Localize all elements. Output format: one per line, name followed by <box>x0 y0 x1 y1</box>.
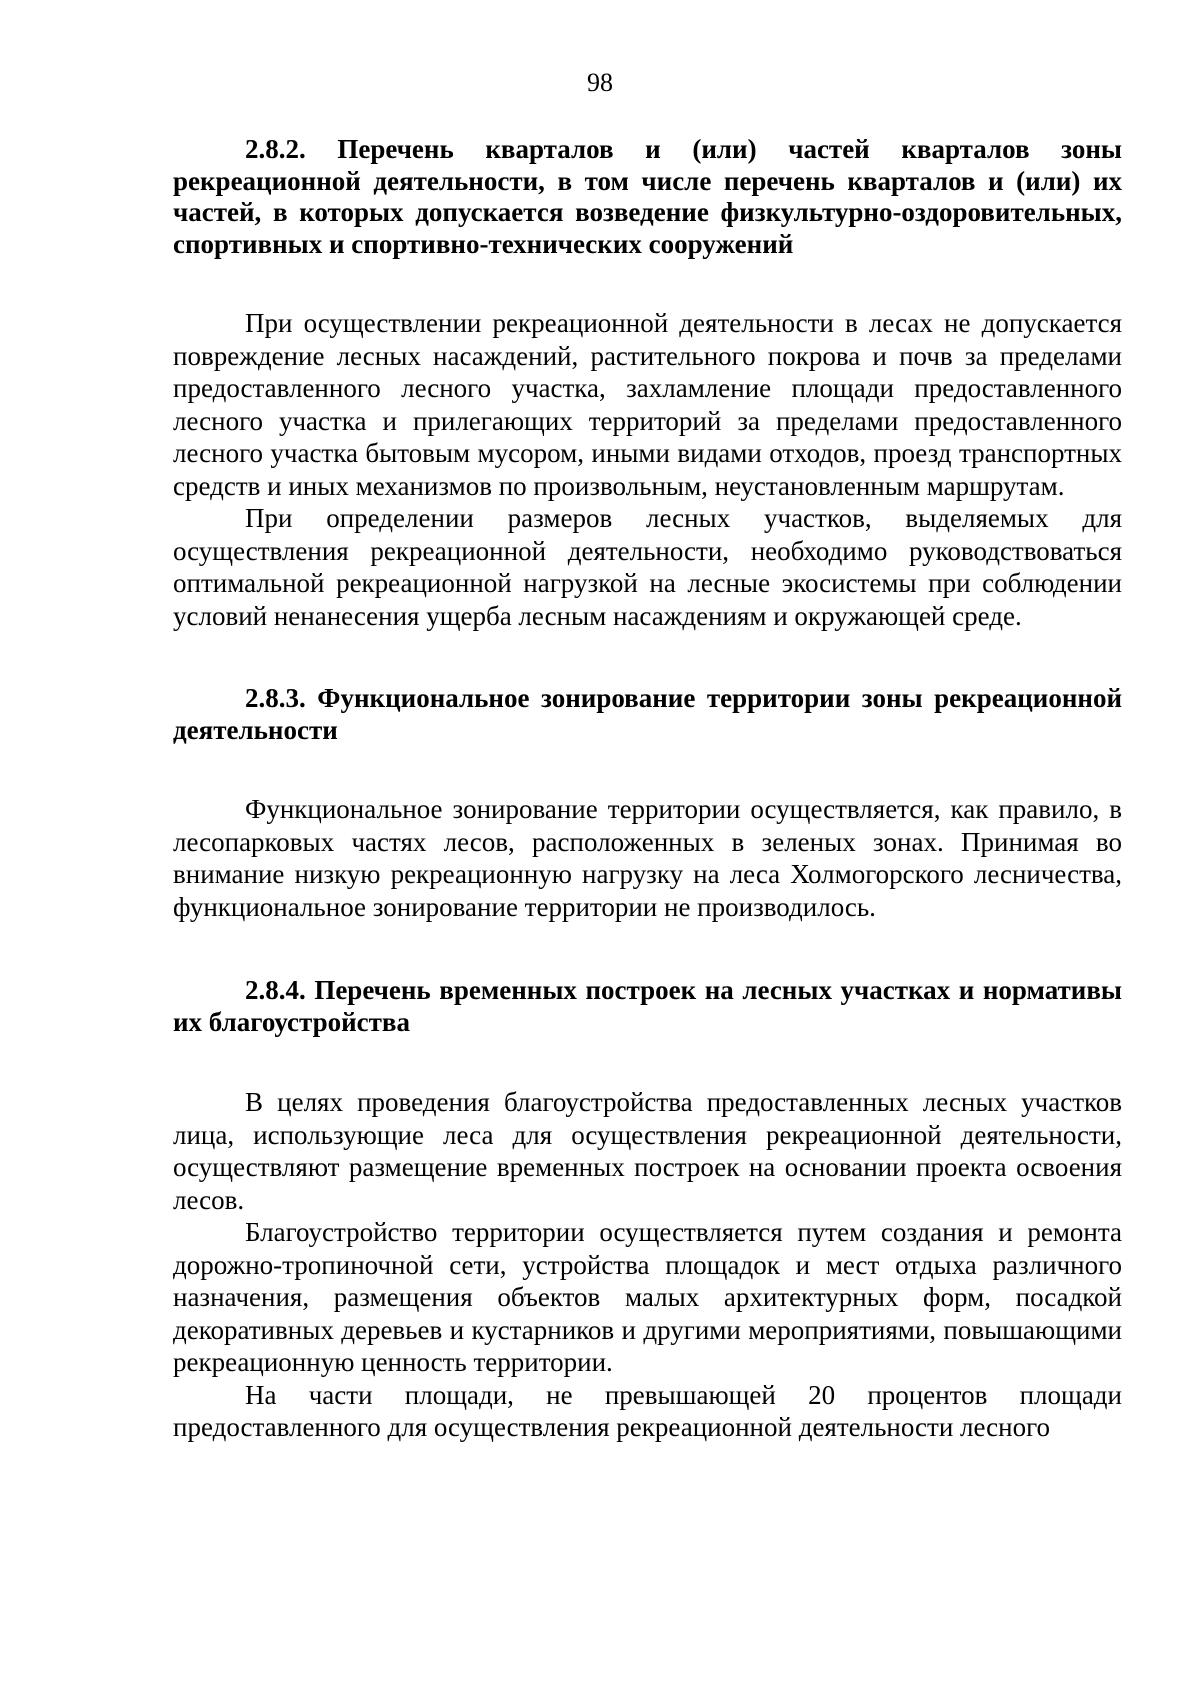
section-2-8-4 <box>173 975 1122 1444</box>
paragraph: Благоустройство территории осуществляется путем создания и ремонта дорожно-тропиночной сети, устройства площадок и мест отдыха различного назначения, размещения объектов малых архитектурных форм, посадкой декоративных деревьев и кустарников и другими мероприятиями, повышающими рекреационную ценность территории. <box>173 1217 1122 1377</box>
paragraph: При определении размеров лесных участков, выделяемых для осуществления рекреационной деятельности, необходимо руководствоваться оптимальной рекреационной нагрузкой на лесные экосистемы при соблюдении условий ненанесения ущерба лесным насаждениям и окружающей среде. <box>173 503 1122 631</box>
section-heading: 2.8.2. Перечень кварталов и (или) частей кварталов зоны рекреационной деятельности, в том числе перечень кварталов и (или) их частей, в которых допускается возведение физкультурно-оздоровительных, спортивных и спортивно-технических сооружений <box>173 134 1122 259</box>
section-heading: 2.8.4. Перечень временных построек на лесных участках и нормативы их благоустройства <box>173 975 1122 1037</box>
paragraph: На части площади, не превышающей 20 процентов площади предоставленного для осуществления рекреационной деятельности лесного <box>173 1379 1122 1442</box>
section-2-8-2 <box>173 134 1122 632</box>
section-heading: 2.8.3. Функциональное зонирование территории зоны рекреационной деятельности <box>173 683 1122 745</box>
page-number: 98 <box>587 68 613 97</box>
paragraph: При осуществлении рекреационной деятельности в лесах не допускается повреждение лесных насаждений, растительного покрова и почв за пределами предоставленного лесного участка, захламление площади предоставленного лесного участка и прилегающих территорий за пределами предоставленного лесного участка бытовым мусором, иными видами отходов, проезд транспортных средств и иных механизмов по произвольным, неустановленным маршрутам. <box>173 308 1122 501</box>
document-body <box>173 134 1122 1444</box>
paragraph: В целях проведения благоустройства предоставленных лесных участков лица, использующие леса для осуществления рекреационной деятельности, осуществляют размещение временных построек на основании проекта освоения лесов. <box>173 1087 1122 1215</box>
paragraph: Функциональное зонирование территории осуществляется, как правило, в лесопарковых частях лесов, расположенных в зеленых зонах. Принимая во внимание низкую рекреационную нагрузку на леса Холмогорского лесничества, функциональное зонирование территории не производилось. <box>173 794 1122 922</box>
section-2-8-3 <box>173 683 1122 923</box>
